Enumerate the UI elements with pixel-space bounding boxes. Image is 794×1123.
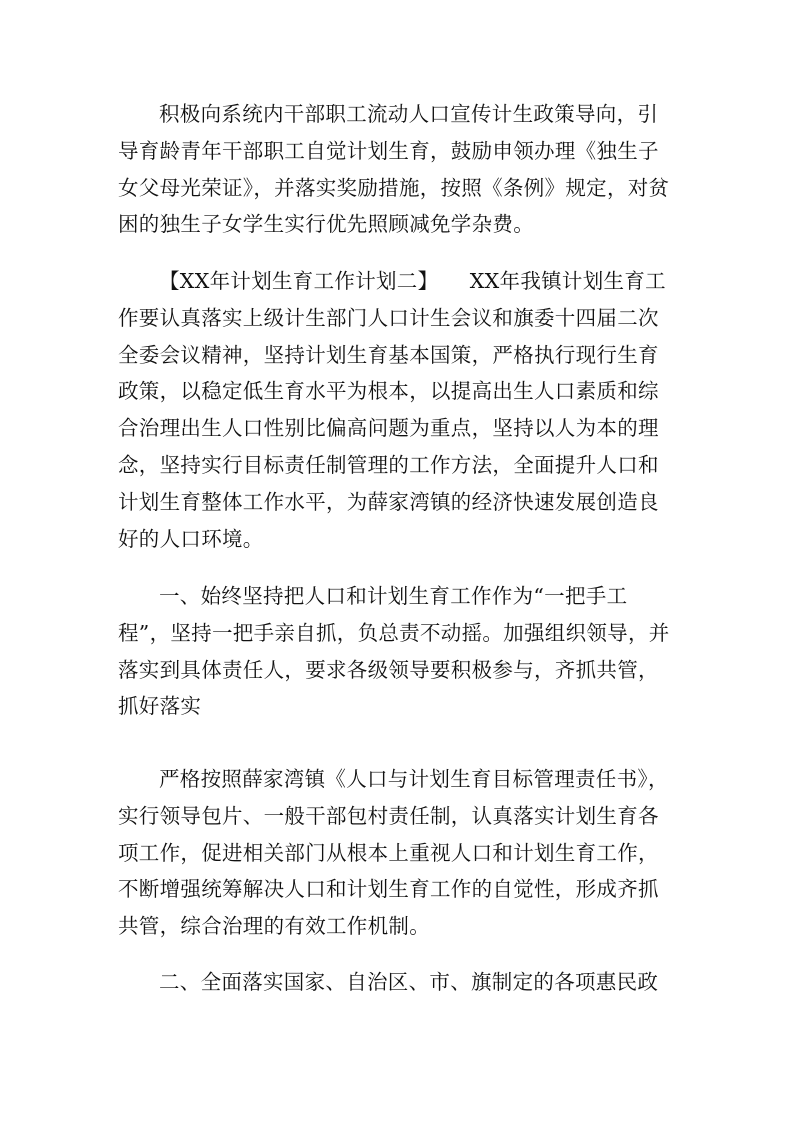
paragraph-responsibility: 严格按照薛家湾镇《人口与计划生育目标管理责任书》，实行领导包片、一般干部包村责任制，认真落实计划生育各项工作，促进相关部门从根本上重视人口和计划生育工作，不断增强统筹解决人口和计划生育工作的自觉性，形成齐抓共管，综合治理的有效工作机制。 xyxy=(118,767,669,939)
paragraph-section-two: 二、全面落实国家、自治区、市、旗制定的各项惠民政 xyxy=(159,970,659,994)
paragraph-plan-two-intro: 【XX年计划生育工作计划二】 XX年我镇计划生育工作要认真落实上级计生部门人口计生会议和旗委十四届二次全委会议精神，坚持计划生育基本国策，严格执行现行生育政策，以稳定低生育水平为根本，以提高出生人口素质和综合治理出生人口性别比偏高问题为重点，坚持以人为本的理念，坚持实行目标责任制管理的工作方法，全面提升人口和计划生育整体工作水平，为薛家湾镇的经济快速发展创造良好的人口环境。 xyxy=(118,269,666,551)
paragraph-propaganda: 积极向系统内干部职工流动人口宣传计生政策导向，引导育龄青年干部职工自觉计划生育，鼓励申领办理《独生子女父母光荣证》，并落实奖励措施，按照《条例》规定，对贫困的独生子女学生实行优先照顾减免学杂费。 xyxy=(118,102,670,237)
paragraph-section-one: 一、始终坚持把人口和计划生育工作作为“一把手工程”，坚持一把手亲自抓，负总责不动摇。加强组织领导，并落实到具体责任人，要求各级领导要积极参与，齐抓共管，抓好落实 xyxy=(118,584,670,719)
